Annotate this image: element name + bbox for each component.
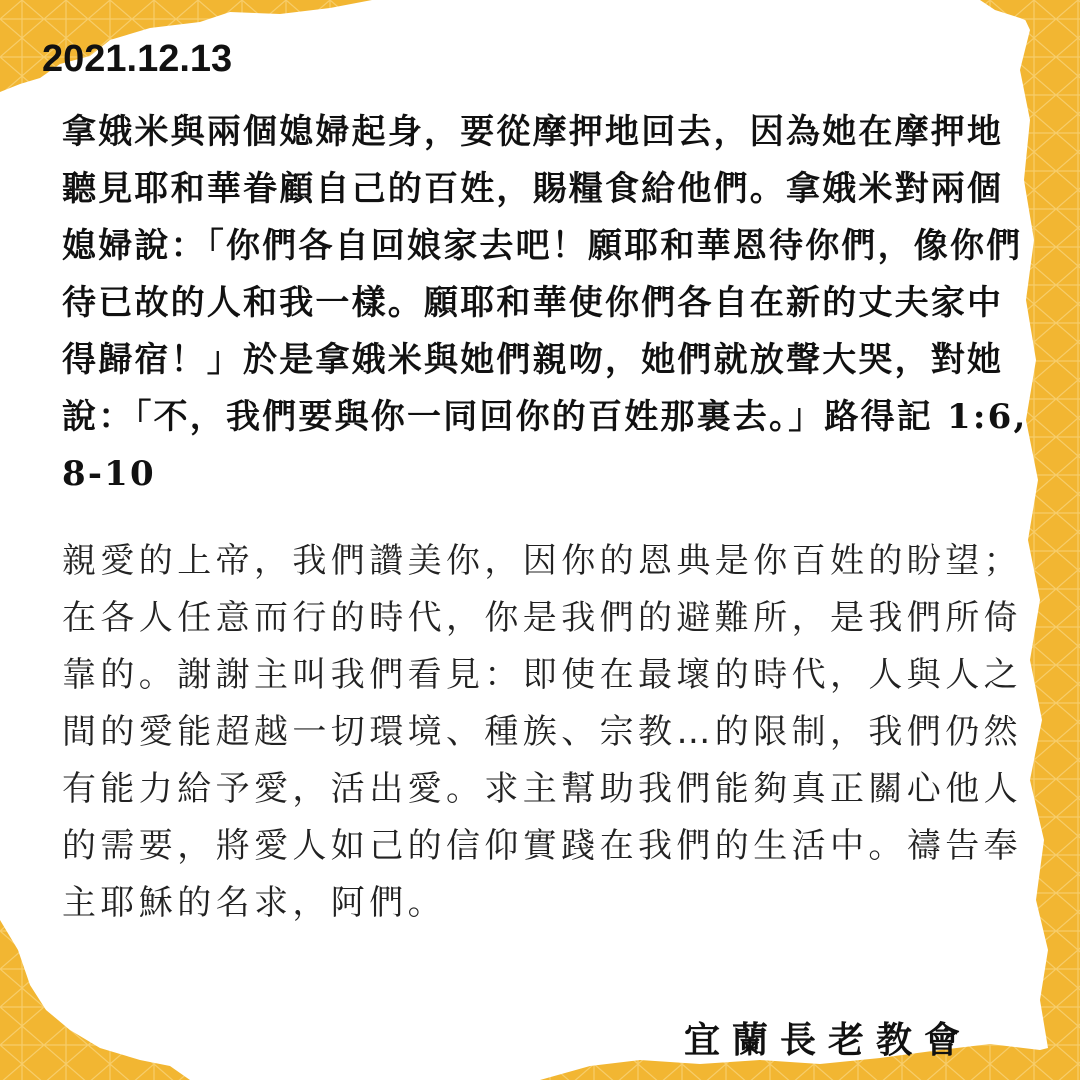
date-label: 2021.12.13 xyxy=(42,38,233,80)
church-name: 宜蘭長老教會 xyxy=(684,1019,973,1061)
prayer-text: 親愛的上帝，我們讚美你，因你的恩典是你百姓的盼望；在各人任意而行的時代，你是我們的避難所，是我們所倚靠的。謝謝主叫我們看見：即使在最壞的時代，人與人之間的愛能超越一切環境、種族、宗教…的限制，我們仍然有能力給予愛，活出愛。求主幫助我們能夠真正關心他人的需要，將愛人如己的信仰實踐在我們的生活中。禱告奉主耶穌的名求，阿們。 xyxy=(62,541,1022,923)
brush-stroke-bottom-left xyxy=(0,920,190,1080)
scripture-passage: 拿娥米與兩個媳婦起身，要從摩押地回去，因為她在摩押地聽見耶和華眷顧自己的百姓，賜糧食給他們。拿娥米對兩個媳婦說：「你們各自回娘家去吧！願耶和華恩待你們，像你們待已故的人和我一樣。願耶和華使你們各自在新的丈夫家中得歸宿！」於是拿娥米與她們親吻，她們就放聲大哭，對她說：「不，我們要與你一同回你的百姓那裏去。」路得記 1:6, 8-10 xyxy=(62,112,1028,494)
